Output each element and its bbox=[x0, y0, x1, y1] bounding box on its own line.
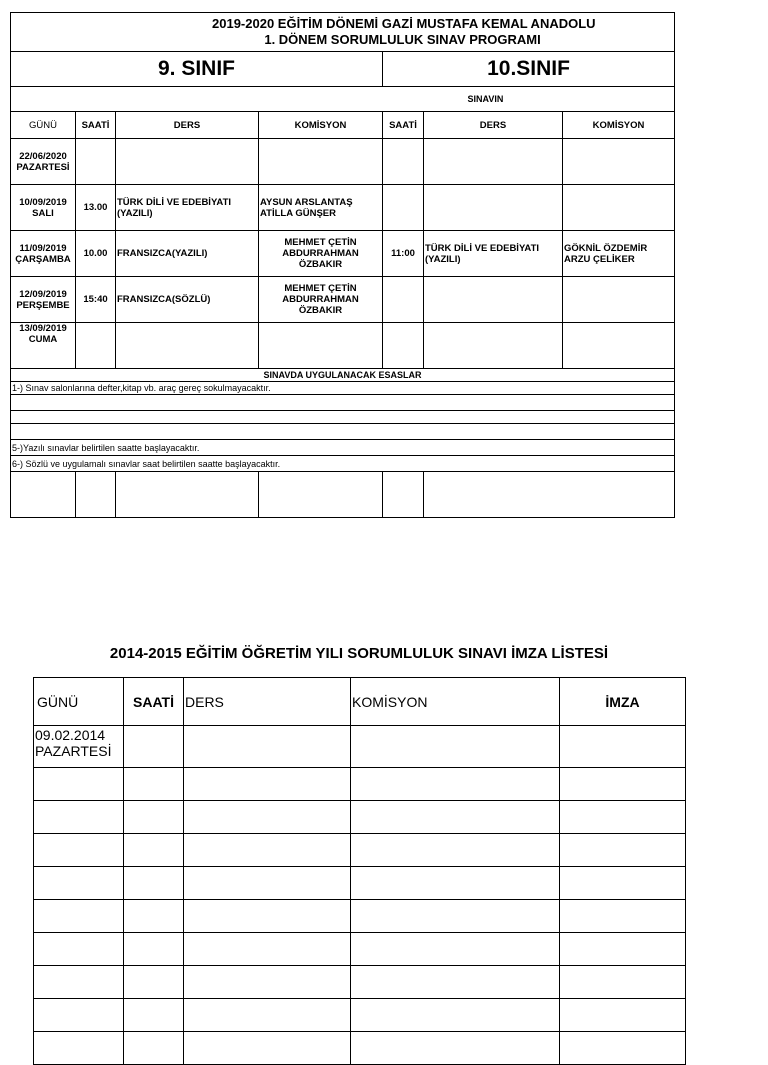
day-cell bbox=[11, 139, 76, 185]
sig-cell bbox=[124, 768, 184, 801]
ders-10 bbox=[424, 323, 563, 369]
table-row bbox=[11, 277, 675, 323]
date: 11/09/2019 bbox=[19, 242, 67, 254]
time-10 bbox=[383, 185, 424, 231]
sig-cell bbox=[124, 867, 184, 900]
empty-cell bbox=[259, 472, 383, 518]
sig-cell bbox=[351, 999, 560, 1032]
sig-cell bbox=[184, 1032, 351, 1065]
empty-cell bbox=[424, 472, 675, 518]
rule-line: 6-) Sözlü ve uygulamalı sınavlar saat belirtilen saatte başlayacaktır. bbox=[11, 456, 675, 472]
sig-cell bbox=[351, 867, 560, 900]
sig-cell bbox=[560, 999, 686, 1032]
sig-cell bbox=[184, 933, 351, 966]
ders-10: TÜRK DİLİ VE EDEBİYATI (YAZILI) bbox=[424, 231, 563, 277]
date: 13/09/2019 bbox=[19, 323, 67, 334]
ders-9 bbox=[116, 323, 259, 369]
rule-line bbox=[11, 395, 675, 411]
sig-cell bbox=[124, 1032, 184, 1065]
grade-10-heading: 10.SINIF bbox=[383, 52, 675, 87]
sig-cell bbox=[184, 999, 351, 1032]
time-9: 10.00 bbox=[76, 231, 116, 277]
time-10 bbox=[383, 323, 424, 369]
rule-line bbox=[11, 424, 675, 440]
sig-cell bbox=[560, 768, 686, 801]
sig-cell bbox=[34, 768, 124, 801]
time-10 bbox=[383, 277, 424, 323]
empty-cell bbox=[11, 472, 76, 518]
rule-line: 5-)Yazılı sınavlar belirtilen saatte başlayacaktır. bbox=[11, 440, 675, 456]
header-gunu: GÜNÜ bbox=[11, 112, 76, 139]
ders-9: FRANSIZCA(YAZILI) bbox=[116, 231, 259, 277]
sig-cell bbox=[560, 900, 686, 933]
sig-cell bbox=[34, 834, 124, 867]
rule-line: 1-) Sınav salonlarına defter,kitap vb. araç gereç sokulmayacaktır. bbox=[11, 382, 675, 395]
table-row bbox=[34, 966, 686, 999]
signature-list-title: 2014-2015 EĞİTİM ÖĞRETİM YILI SORUMLULUK SINAVI İMZA LİSTESİ bbox=[109, 645, 609, 662]
sig-cell bbox=[351, 900, 560, 933]
exam-program-sheet bbox=[10, 12, 674, 518]
weekday: PAZARTESİ bbox=[16, 161, 70, 173]
exam-program-table bbox=[10, 12, 675, 518]
table-row bbox=[34, 768, 686, 801]
sig-cell bbox=[184, 867, 351, 900]
ders-10 bbox=[424, 277, 563, 323]
time-9: 13.00 bbox=[76, 185, 116, 231]
table-row bbox=[11, 231, 675, 277]
sig-cell bbox=[124, 999, 184, 1032]
sig-cell bbox=[124, 834, 184, 867]
ders-10 bbox=[424, 139, 563, 185]
weekday: SALI bbox=[32, 207, 54, 219]
sig-cell bbox=[34, 933, 124, 966]
sig-cell bbox=[124, 933, 184, 966]
sig-cell bbox=[351, 801, 560, 834]
empty-cell bbox=[116, 472, 259, 518]
day-cell bbox=[11, 277, 76, 323]
sig-header-gunu: GÜNÜ bbox=[34, 678, 124, 726]
header-saati-10: SAATİ bbox=[383, 112, 424, 139]
weekday: ÇARŞAMBA bbox=[15, 253, 71, 265]
komisyon-9: MEHMET ÇETİN ABDURRAHMAN ÖZBAKIR bbox=[259, 277, 383, 323]
sig-cell bbox=[560, 966, 686, 999]
sig-cell bbox=[34, 1032, 124, 1065]
sig-cell bbox=[184, 801, 351, 834]
day-cell bbox=[11, 323, 76, 369]
sig-cell bbox=[560, 1032, 686, 1065]
header-saati: SAATİ bbox=[76, 112, 116, 139]
komisyon-10 bbox=[563, 139, 675, 185]
table-row bbox=[34, 867, 686, 900]
sig-cell bbox=[124, 726, 184, 768]
komisyon-9: AYSUN ARSLANTAŞ ATİLLA GÜNŞER bbox=[259, 185, 383, 231]
komisyon-10 bbox=[563, 277, 675, 323]
time-9: 15:40 bbox=[76, 277, 116, 323]
weekday: CUMA bbox=[28, 334, 58, 345]
table-row bbox=[34, 801, 686, 834]
sig-cell bbox=[351, 834, 560, 867]
header-komisyon: KOMİSYON bbox=[259, 112, 383, 139]
sig-cell bbox=[124, 900, 184, 933]
table-row bbox=[11, 323, 675, 369]
empty-cell bbox=[76, 472, 116, 518]
sig-cell bbox=[34, 999, 124, 1032]
table-row bbox=[34, 834, 686, 867]
time-10: 11:00 bbox=[383, 231, 424, 277]
komisyon-10 bbox=[563, 323, 675, 369]
table-row bbox=[11, 139, 675, 185]
table-row bbox=[11, 185, 675, 231]
sinavin-spacer bbox=[11, 87, 383, 112]
sig-cell bbox=[560, 867, 686, 900]
sig-cell bbox=[34, 801, 124, 834]
sig-cell bbox=[34, 900, 124, 933]
sig-cell bbox=[34, 867, 124, 900]
grade-9-heading: 9. SINIF bbox=[11, 52, 383, 87]
sig-header-ders: DERS bbox=[184, 678, 351, 726]
sig-cell bbox=[560, 726, 686, 768]
rule-line bbox=[11, 411, 675, 424]
sig-cell bbox=[351, 1032, 560, 1065]
program-title-line1: 2019-2020 EĞİTİM DÖNEMİ GAZİ MUSTAFA KEMAL ANADOLU bbox=[212, 16, 596, 31]
sig-weekday: PAZARTESİ bbox=[35, 743, 112, 759]
sig-cell bbox=[184, 900, 351, 933]
ders-9: TÜRK DİLİ VE EDEBİYATI (YAZILI) bbox=[116, 185, 259, 231]
sig-cell bbox=[560, 933, 686, 966]
table-row bbox=[34, 900, 686, 933]
sig-date: 09.02.2014 bbox=[35, 727, 106, 743]
table-row bbox=[34, 726, 686, 768]
ders-10 bbox=[424, 185, 563, 231]
program-title-line2: 1. DÖNEM SORUMLULUK SINAV PROGRAMI bbox=[264, 32, 541, 47]
table-row bbox=[34, 933, 686, 966]
sig-cell bbox=[34, 966, 124, 999]
sig-header-saati: SAATİ bbox=[124, 678, 184, 726]
sig-cell bbox=[184, 768, 351, 801]
komisyon-10: GÖKNİL ÖZDEMİR ARZU ÇELİKER bbox=[563, 231, 675, 277]
ders-9: FRANSIZCA(SÖZLÜ) bbox=[116, 277, 259, 323]
komisyon-9 bbox=[259, 139, 383, 185]
date: 12/09/2019 bbox=[19, 288, 67, 300]
day-cell bbox=[11, 231, 76, 277]
sig-cell bbox=[560, 801, 686, 834]
sig-cell bbox=[184, 726, 351, 768]
sig-header-komisyon: KOMİSYON bbox=[351, 678, 560, 726]
table-row bbox=[34, 1032, 686, 1065]
komisyon-10 bbox=[563, 185, 675, 231]
date: 22/06/2020 bbox=[19, 150, 67, 162]
day-cell bbox=[11, 185, 76, 231]
empty-row bbox=[11, 472, 675, 518]
sig-cell bbox=[351, 726, 560, 768]
time-9 bbox=[76, 139, 116, 185]
sinavin-label: SINAVIN bbox=[383, 87, 675, 112]
header-komisyon-10: KOMİSYON bbox=[563, 112, 675, 139]
header-ders: DERS bbox=[116, 112, 259, 139]
sig-cell bbox=[124, 966, 184, 999]
sig-cell bbox=[351, 933, 560, 966]
komisyon-9: MEHMET ÇETİN ABDURRAHMAN ÖZBAKIR bbox=[259, 231, 383, 277]
program-title bbox=[11, 13, 675, 52]
weekday: PERŞEMBE bbox=[16, 299, 70, 311]
sig-day-cell bbox=[34, 726, 124, 768]
date: 10/09/2019 bbox=[19, 196, 67, 208]
rules-title: SINAVDA UYGULANACAK ESASLAR bbox=[11, 369, 675, 382]
empty-cell bbox=[383, 472, 424, 518]
sig-cell bbox=[351, 768, 560, 801]
sig-cell bbox=[560, 834, 686, 867]
time-9 bbox=[76, 323, 116, 369]
sig-cell bbox=[184, 834, 351, 867]
sig-cell bbox=[124, 801, 184, 834]
komisyon-9 bbox=[259, 323, 383, 369]
table-row bbox=[34, 999, 686, 1032]
sig-cell bbox=[184, 966, 351, 999]
time-10 bbox=[383, 139, 424, 185]
signature-table bbox=[33, 677, 686, 1065]
ders-9 bbox=[116, 139, 259, 185]
sig-header-imza: İMZA bbox=[560, 678, 686, 726]
sig-cell bbox=[351, 966, 560, 999]
header-ders-10: DERS bbox=[424, 112, 563, 139]
